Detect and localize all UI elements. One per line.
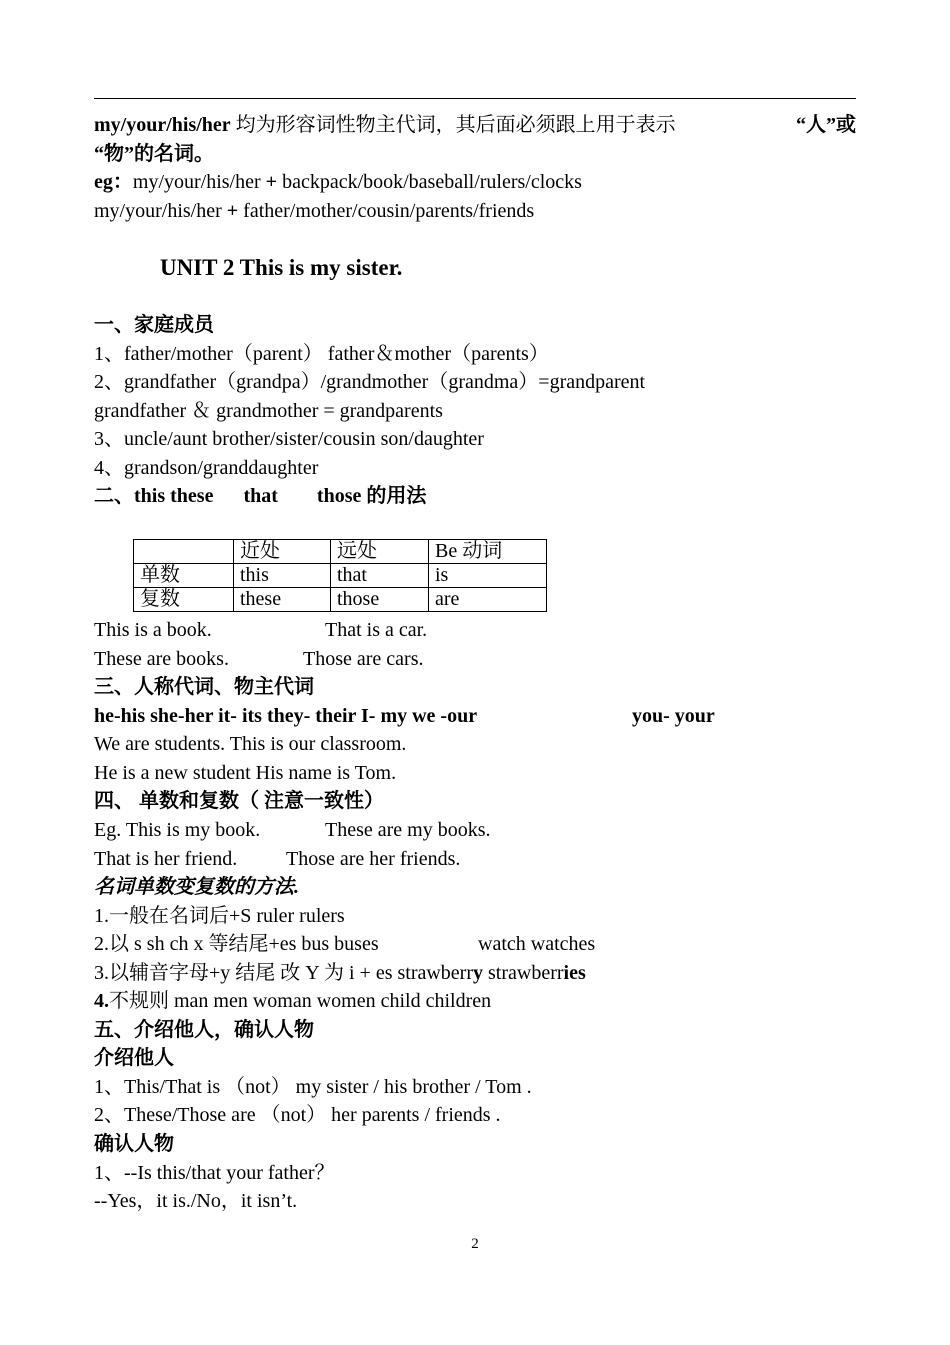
eg2-objects: father/mother/cousin/parents/friends [238, 200, 535, 222]
section-2-heading [94, 482, 426, 510]
number-example-2b: Those are her friends. [286, 848, 461, 870]
demo-example-2: These are books. [94, 648, 229, 670]
plural-method-heading: 名词单数变复数的方法. [94, 876, 299, 898]
demo-example-1b: That is a car. [325, 619, 428, 641]
table-cell: is [429, 564, 547, 588]
pronoun-list: my/your/his/her [94, 114, 231, 136]
plural-rule-2b: watch watches [478, 933, 596, 955]
number-example-1: Eg. This is my book. [94, 819, 261, 841]
table-cell [134, 540, 234, 564]
rule-3-ies: ies [563, 962, 586, 984]
rule-3-y: y [473, 962, 483, 984]
section-5-heading: 五、介绍他人，确认人物 [94, 1019, 314, 1041]
table-cell: are [429, 588, 547, 612]
pronoun-pairs-you: you- your [632, 705, 715, 727]
number-example-2: That is her friend. [94, 848, 238, 870]
header-rule [94, 98, 856, 99]
table-cell: this [234, 564, 331, 588]
intro-text: 均为形容词性物主代词，其后面必须跟上用于表示 [230, 114, 676, 136]
plus-sign: + [226, 200, 239, 222]
intro-text-end: “人”或 [796, 114, 856, 136]
plural-rule-4 [94, 987, 491, 1015]
rule-4-text: 不规则 man men woman women child children [109, 990, 492, 1012]
confirm-heading: 确认人物 [94, 1133, 174, 1155]
confirm-line-1: 1、--Is this/that your father？ [94, 1162, 335, 1184]
rule-4-number: 4. [94, 990, 109, 1012]
heading-part-b: that [243, 485, 278, 507]
demo-example-2b: Those are cars. [303, 648, 424, 670]
rule-3-plural: strawberr [483, 962, 564, 984]
family-line-5: 4、grandson/granddaughter [94, 457, 319, 479]
example-this: This is a book. [94, 619, 212, 641]
plural-rule-1: 1.一般在名词后+S ruler rulers [94, 905, 345, 927]
family-line-1: 1、father/mother（parent） father＆mother（parents） [94, 343, 549, 365]
pronoun-pairs: he-his she-her it- its they- their I- my we -our [94, 705, 478, 727]
eg1-subject: my/your/his/her [132, 171, 266, 193]
introduce-line-2: 2、These/Those are （not） her parents / friends . [94, 1104, 501, 1126]
eg-label: eg： [94, 171, 133, 193]
plural-rule-3 [94, 959, 586, 987]
table-cell: 复数 [134, 588, 234, 612]
number-example-1b: These are my books. [325, 819, 491, 841]
heading-part-a: 二、this these [94, 485, 214, 507]
example-line-2 [94, 197, 534, 225]
section-1-heading: 一、家庭成员 [94, 314, 214, 336]
pronoun-example-1: We are students. This is our classroom. [94, 733, 407, 755]
confirm-line-2: --Yes，it is./No，it isn’t. [94, 1190, 298, 1212]
demo-example-1 [94, 616, 212, 644]
table-cell: these [234, 588, 331, 612]
section-3-heading: 三、人称代词、物主代词 [94, 676, 314, 698]
table-row [134, 564, 547, 588]
intro-paragraph [94, 111, 856, 139]
family-line-3: grandfather ＆ grandmother = grandparents [94, 400, 443, 422]
eg1-objects: backpack/book/baseball/rulers/clocks [277, 171, 582, 193]
family-line-2: 2、grandfather（grandpa）/grandmother（grandma）=grandparent [94, 371, 646, 393]
table-header-row [134, 540, 547, 564]
introduce-heading: 介绍他人 [94, 1047, 174, 1069]
heading-part-c: those 的用法 [316, 485, 427, 507]
table-cell: 远处 [331, 540, 429, 564]
example-line-1 [94, 168, 582, 196]
plural-rule-2: 2.以 s sh ch x 等结尾+es bus buses [94, 933, 379, 955]
rule-3-text: 3.以辅音字母+y 结尾 改 Y 为 i + es strawberr [94, 962, 473, 984]
table-cell: 近处 [234, 540, 331, 564]
table-cell: 单数 [134, 564, 234, 588]
plus-sign: + [265, 171, 278, 193]
intro-line-2: “物”的名词。 [94, 143, 214, 165]
demonstrative-table [133, 539, 547, 612]
introduce-line-1: 1、This/That is （not） my sister / his brother / Tom . [94, 1076, 532, 1098]
unit-title: UNIT 2 This is my sister. [160, 255, 403, 280]
table-cell: those [331, 588, 429, 612]
page-number: 2 [471, 1236, 479, 1252]
section-4-heading: 四、 单数和复数（ 注意一致性） [94, 790, 384, 812]
pronoun-example-2: He is a new student His name is Tom. [94, 762, 397, 784]
table-cell: that [331, 564, 429, 588]
table-cell: Be 动词 [429, 540, 547, 564]
eg2-subject: my/your/his/her [94, 200, 227, 222]
table-row [134, 588, 547, 612]
family-line-4: 3、uncle/aunt brother/sister/cousin son/daughter [94, 428, 484, 450]
